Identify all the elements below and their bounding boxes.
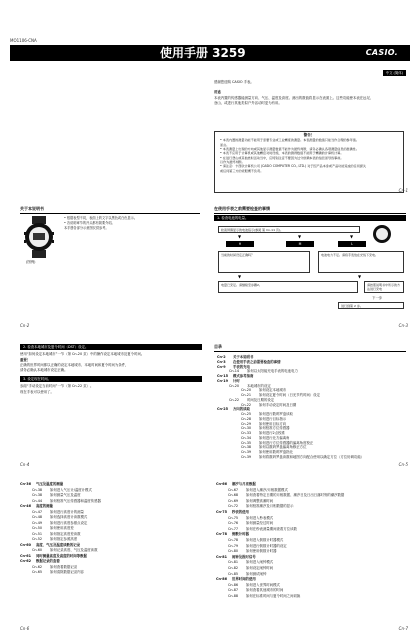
toc-label: 计时	[233, 378, 240, 383]
watch-button	[24, 232, 26, 235]
step-2-text: 请务必确认本地城市设定正确。	[20, 368, 68, 372]
toc-label: 模式参考指南	[233, 374, 254, 378]
toc-label: 如何进行高度参照点设定	[50, 520, 88, 525]
warning-title: 警告！	[303, 133, 315, 137]
step-3-text: 参阅“手动设定当前时间”一节（第 Cn-22 页）。	[20, 384, 94, 388]
toc-label: 倒数计时器	[232, 532, 249, 537]
toc-label: 如何调整高潮时间	[246, 498, 274, 503]
about-bullet: • 各说明章节的开头都有简要介绍。	[64, 221, 115, 225]
warning-item: • 本表内置的测量功能不能用于需要专业或工业精度的测量。本表测量的数值只能当作合理的参考值。	[220, 138, 359, 143]
toc-row	[228, 560, 273, 565]
toc-label: 如何进行目标指示	[259, 416, 287, 421]
toc-page-ref: Cn-81	[228, 560, 239, 565]
step-3-text: 现在手表可以使用了。	[20, 390, 54, 394]
toc-row	[20, 543, 80, 548]
toc-page-ref: Cn-69	[228, 498, 239, 503]
toc-label: 数据记录的查看	[36, 559, 60, 563]
toc-label: 如何查看特定日期的月相数据、潮汐日及日出日落时刻的潮汐数据	[246, 493, 345, 498]
warning-item: 以作为最终判断。	[220, 160, 245, 165]
toc-label: 如何校准方位传感器	[259, 426, 290, 431]
toc-page-ref: Cn-79	[228, 543, 239, 548]
toc-label: 如何使用高度差	[50, 526, 74, 530]
toc-row	[216, 577, 256, 582]
toc-page-ref: Cn-65	[32, 570, 43, 574]
toc-page-ref: Cn-80	[228, 549, 239, 554]
toc-label: 如何进行北方偏离角	[259, 435, 290, 440]
flow-charged	[218, 281, 358, 293]
toc-label: 如何进入气压计/温度计模式	[50, 487, 92, 492]
toc-page-ref: Cn-22	[241, 402, 252, 407]
manual-page-3	[0, 338, 420, 476]
indicator-h-mark: H	[226, 241, 254, 247]
toc-title: 目录	[214, 344, 222, 349]
about-bullet: 本手册各部分示意图仅供参考。	[64, 226, 109, 230]
toc-page-ref: Cn-87	[228, 588, 239, 593]
section-title-precheck: 在使用手表之前需要检查的事情	[214, 206, 270, 211]
toc-page-ref: Cn-44	[32, 498, 43, 503]
toc-page-ref: Cn-35	[241, 440, 252, 445]
step-3-chip: 3. 设定现在时间。	[20, 376, 202, 382]
toc-label: 如何在标准时间与夏令时间之间切换	[246, 594, 301, 598]
toc-row	[20, 559, 60, 564]
page-number: Cn-2	[20, 323, 30, 328]
toc-row	[228, 516, 273, 521]
page-number: Cn-6	[20, 626, 30, 631]
toc-page-ref: Cn-60	[20, 542, 32, 547]
toc-label: 时间及日期的设定	[247, 397, 275, 402]
toc-page-ref: Cn-25	[217, 407, 229, 412]
toc-label: 如何进入秒表模式	[246, 515, 274, 520]
toc-label: 如何进入倒数计时器模式	[246, 538, 284, 542]
toc-row	[216, 532, 249, 537]
manual-title: 使用手册 3259	[160, 46, 246, 60]
toc-page-ref: Cn-81	[216, 554, 228, 559]
flow-time-correct	[218, 251, 310, 273]
watch-illustration	[22, 216, 56, 258]
toc-row	[32, 548, 97, 553]
flow-text: 当前的时间设定正确吗？	[221, 253, 255, 257]
toc-label: 如何进行方位传感器的偏离角度校正	[259, 440, 314, 445]
toc-label: 如何指定参照高度	[50, 537, 78, 541]
toc-page-ref: Cn-72	[228, 504, 239, 509]
toc-page-ref: Cn-85	[228, 571, 239, 576]
toc-page-ref: Cn-61	[20, 553, 32, 558]
toc-page-ref: Cn-25	[241, 412, 252, 416]
toc-row	[228, 588, 283, 593]
toc-row	[228, 572, 266, 577]
watch-strap-bottom	[32, 250, 46, 258]
toc-label: 如何设定夏令时间（日光节约时间）设定	[259, 393, 321, 397]
warning-box	[214, 131, 404, 193]
toc-page-ref: Cn-75	[216, 510, 228, 514]
toc-label: 如何将数码罗盘读数和地图方向配合使用以确定方位（方位协调功能）	[259, 454, 365, 459]
indicator-m-mark: M	[286, 241, 314, 247]
toc-label: 本地城市的设定	[247, 383, 271, 388]
toc-row	[32, 515, 87, 520]
toc-label: 如何设定本地城市	[259, 388, 287, 393]
toc-page-ref: Cn-30	[241, 426, 252, 431]
toc-row	[228, 521, 273, 526]
toc-page-ref: Cn-52	[32, 537, 43, 541]
toc-page-ref: Cn-33	[241, 431, 252, 435]
toc-page-ref: Cn-51	[32, 531, 43, 536]
toc-page-ref: Cn-82	[228, 566, 239, 570]
toc-label: 如何校准气压传感器和温度传感器	[50, 498, 101, 503]
toc-row	[228, 538, 283, 543]
toc-page-ref: Cn-78	[228, 538, 239, 542]
toc-page-ref: Cn-60	[32, 548, 43, 552]
usage-line-1: 本表内置的传感器能测量方向、气压、温度及高度。测出的数值将显示在表面上。这些功能使本表在远足、	[214, 96, 374, 100]
indicator-l-mark: L	[338, 241, 366, 247]
watch-button	[52, 232, 54, 235]
section-title-about: 关于本说明书	[20, 206, 44, 211]
watch-thumbnail	[372, 224, 392, 244]
toc-page-ref: Cn-86	[228, 582, 239, 587]
toc-row	[228, 549, 277, 554]
toc-page-ref: Cn-9	[217, 364, 226, 369]
toc-label: 如何进入世界时间模式	[246, 582, 280, 587]
toc-label: 如何手动设定时间及日期	[259, 402, 297, 407]
toc-label: 气压及温度的测量	[36, 482, 64, 486]
flow-arrow: ▼	[238, 274, 242, 279]
step-1-chip: 1. 检查电池的电量。	[214, 215, 406, 221]
toc-row	[32, 499, 101, 504]
toc-label: 如何测试闹钟	[246, 571, 267, 576]
manual-page-1	[0, 0, 420, 198]
toc-row	[32, 521, 87, 526]
toc-row	[20, 554, 87, 559]
toc-row	[228, 493, 344, 498]
flow-text: 进行到第 2 步。	[341, 304, 363, 308]
toc-page-ref: Cn-47	[32, 509, 43, 514]
toc-label: 手表的充电	[233, 364, 250, 369]
watch-display	[33, 233, 45, 240]
page-number: Cn-1	[398, 188, 408, 193]
toc-label: 如何指定高度差读数	[50, 531, 81, 536]
warning-item: • 请注意：卡西欧计算机公司 (CASIO COMPUTER CO., LTD.) 对于因产品本身或产品功能造成的任何损失	[220, 164, 367, 169]
section-underline	[20, 213, 200, 214]
toc-label: 如何以太阳能充电手表的电池电力	[247, 369, 298, 374]
toc-label: 如何查看数据记录	[50, 564, 78, 569]
page-number: Cn-3	[398, 323, 408, 328]
toc-page-ref: Cn-75	[228, 515, 239, 520]
watch-strap-top	[32, 216, 46, 224]
toc-label: 方向的读取	[233, 407, 250, 412]
toc-label: 高度、气压及温度读数的记录	[36, 542, 81, 547]
toc-label: 如何使用目标方向	[259, 421, 287, 426]
toc-page-ref: Cn-48	[32, 515, 43, 519]
toc-page-ref: Cn-62	[32, 564, 43, 569]
toc-page-ref: Cn-46	[20, 504, 32, 508]
toc-row	[20, 482, 63, 487]
toc-label: 如何在秒表测量期间查看方位读数	[246, 526, 297, 531]
toc-page-ref: Cn-19	[217, 378, 229, 383]
model-code: MO1106-CNA	[10, 38, 37, 43]
toc-label: 如何进入潮汐/月相数据模式	[246, 487, 288, 492]
toc-row	[32, 570, 84, 575]
toc-page-ref: Cn-66	[216, 482, 228, 486]
toc-page-ref: Cn-14	[229, 369, 240, 374]
flow-text: 电池电力不足。请将手表放在光线下充电。	[321, 253, 379, 257]
toc-row	[216, 482, 256, 487]
toc-page-ref: Cn-21	[241, 393, 252, 397]
toc-page-ref: Cn-88	[228, 594, 239, 598]
toc-row	[32, 510, 84, 515]
toc-label: 如何使用数码罗盘指北	[259, 450, 293, 454]
toc-page-ref: Cn-3	[217, 359, 226, 364]
about-bullet: • 根据表型不同，表面上的文字以黑色或白色显示。	[64, 216, 138, 220]
thanks-text: 感谢您选购 CASIO 手表。	[214, 80, 254, 84]
toc-page-ref: Cn-15	[217, 374, 229, 378]
toc-page-ref: Cn-86	[216, 577, 228, 582]
casio-logo: CASIO.	[365, 48, 398, 57]
toc-row	[32, 537, 77, 542]
toc-label: 如何使用倒数计时器	[246, 549, 277, 554]
warning-item: 或任何第三方的索赔概不负责。	[220, 168, 264, 173]
section-underline	[214, 213, 406, 214]
flow-low-battery	[318, 251, 404, 273]
flow-text: 检查屏幕显示的电池指示(参阅 第 Cn-11 页)。	[221, 228, 284, 232]
flow-text: 请按照说明书中所示的方法进行充电	[367, 283, 401, 292]
toc-label: 如何进行2点校准	[259, 431, 285, 435]
usage-line-2: 登山、或进行其他类似户外活动时更为有用。	[214, 101, 282, 105]
warning-item: • 在进行登山或其他类似活动当中，应特别注意不要因为过分依赖本表的信息而导致事故。	[220, 155, 344, 160]
step-2-chip: 2. 检查本地城市及夏令时间（DST）设定。	[20, 344, 202, 350]
toc-page-ref: Cn-38	[32, 493, 43, 497]
manual-page-2	[0, 198, 420, 338]
toc-row	[32, 565, 77, 570]
toc-label: 如何选择高度计读数模式	[50, 515, 88, 519]
flow-check-indicator	[218, 226, 360, 233]
toc-row	[32, 493, 81, 498]
language-chip: 中文 (简体)	[383, 70, 406, 76]
toc-label: 如何进行倒数计时器的设定	[246, 543, 287, 548]
toc-row	[241, 455, 364, 460]
toc-label: 如何清除数据记录内容	[50, 570, 84, 574]
toc-label: 如何查看其他城市的时间	[246, 588, 284, 593]
toc-row	[228, 504, 293, 509]
toc-page-ref: Cn-20	[241, 388, 252, 393]
page-number: Cn-4	[20, 462, 30, 467]
flow-charge-method	[364, 281, 404, 293]
next-step-label: 下一步	[372, 296, 383, 300]
section-underline	[214, 351, 406, 352]
toc-label: 在使用手表之前需要检查的事情	[233, 359, 281, 364]
watch-caption: (图例)	[26, 260, 36, 264]
toc-page-ref: Cn-36	[20, 482, 32, 486]
toc-page-ref: Cn-76	[228, 521, 239, 526]
title-band	[10, 45, 410, 61]
toc-page-ref: Cn-77	[228, 526, 239, 531]
toc-page-ref: Cn-38	[241, 445, 252, 450]
toc-page-ref: Cn-68	[228, 493, 239, 498]
toc-page-ref: Cn-29	[241, 421, 252, 426]
toc-page-ref: Cn-2	[217, 355, 226, 359]
toc-label: 如何进入闹钟模式	[246, 560, 274, 565]
toc-page-ref: Cn-22	[229, 397, 240, 402]
important-label: 重要！	[20, 358, 31, 362]
flow-text: 电量已充足。请继续至步骤2。	[221, 283, 262, 287]
toc-row	[228, 594, 300, 599]
warning-item: 而言。	[220, 142, 230, 147]
toc-row	[20, 504, 53, 509]
toc-row	[228, 566, 273, 571]
warning-item: • 本表测量上出现的方向或其他显示测量数值不能作为最终判断，请务必确认各项测量信息的准确性。	[220, 147, 359, 152]
toc-label: 如何测量经过时间	[246, 521, 274, 526]
toc-page-ref: Cn-49	[32, 520, 43, 525]
toc-page-ref: Cn-39	[241, 450, 252, 454]
flow-arrow: ▼	[350, 234, 354, 239]
toc-label: 世界时间的使用	[232, 577, 256, 582]
toc-page-ref: Cn-20	[229, 383, 240, 388]
toc-page-ref: Cn-62	[20, 559, 32, 563]
toc-label: 如何记录高度、气压及温度读数	[50, 548, 98, 552]
toc-label: 如何以数码罗盘偏离角修正方位	[259, 445, 307, 450]
toc-row	[32, 532, 81, 537]
step-2-text: 使用“如何设定本地城市”一节（第 Cn-20 页）中的操作设定本地城市及夏令时间。	[20, 352, 145, 356]
toc-row	[216, 510, 249, 515]
toc-row	[32, 488, 92, 493]
flow-arrow: ▼	[238, 234, 242, 239]
toc-label: 如何校准潮汐及月相数据的显示	[246, 504, 294, 509]
flow-arrow: ▼	[298, 234, 302, 239]
toc-row	[228, 544, 287, 549]
watch-button	[52, 240, 54, 243]
toc-label: 如何进行数码罗盘读取	[259, 412, 293, 416]
page-number: Cn-7	[398, 626, 408, 631]
toc-label: 关于本说明书	[233, 355, 254, 359]
toc-page-ref: Cn-38	[32, 487, 43, 492]
toc-label: 秒表的使用	[232, 510, 249, 514]
flow-arrow: ▼	[358, 274, 362, 279]
toc-page-ref: Cn-34	[241, 435, 252, 440]
toc-label: 同时测量高度及高度的时间等数据	[36, 553, 87, 558]
flow-next-step	[338, 302, 404, 309]
toc-page-ref: Cn-28	[241, 416, 252, 421]
toc-label: 如何测量气压及温度	[50, 493, 81, 497]
page-number: Cn-5	[398, 462, 408, 467]
watch-button	[24, 240, 26, 243]
toc-page-ref: Cn-50	[32, 526, 43, 530]
toc-label: 如何设定闹钟时间	[246, 566, 274, 570]
toc-page-ref: Cn-67	[228, 487, 239, 492]
toc-row	[228, 488, 288, 493]
toc-label: 高度的测量	[36, 504, 53, 508]
toc-label: 潮汐与月亮数据	[232, 482, 256, 486]
toc-page-ref: Cn-78	[216, 532, 228, 537]
usage-heading: 用途	[214, 90, 221, 94]
watch-thumb-dial	[376, 228, 388, 240]
toc-page-ref: Cn-39	[241, 454, 252, 459]
toc-row	[32, 526, 74, 531]
toc-label: 如何进行高度计的测量	[50, 509, 84, 514]
toc-label: 闹钟及报时信号	[232, 554, 256, 559]
warning-item: • 本表不应用于计算机或其他精密对时设施，本表的测得数值不能用于精确的计算机计算。	[220, 151, 344, 156]
manual-page-4	[0, 476, 420, 640]
step-2-text: 正确的世界时间都以正确的设定本地城市、本地时间和夏令时间为条件，	[20, 363, 129, 367]
